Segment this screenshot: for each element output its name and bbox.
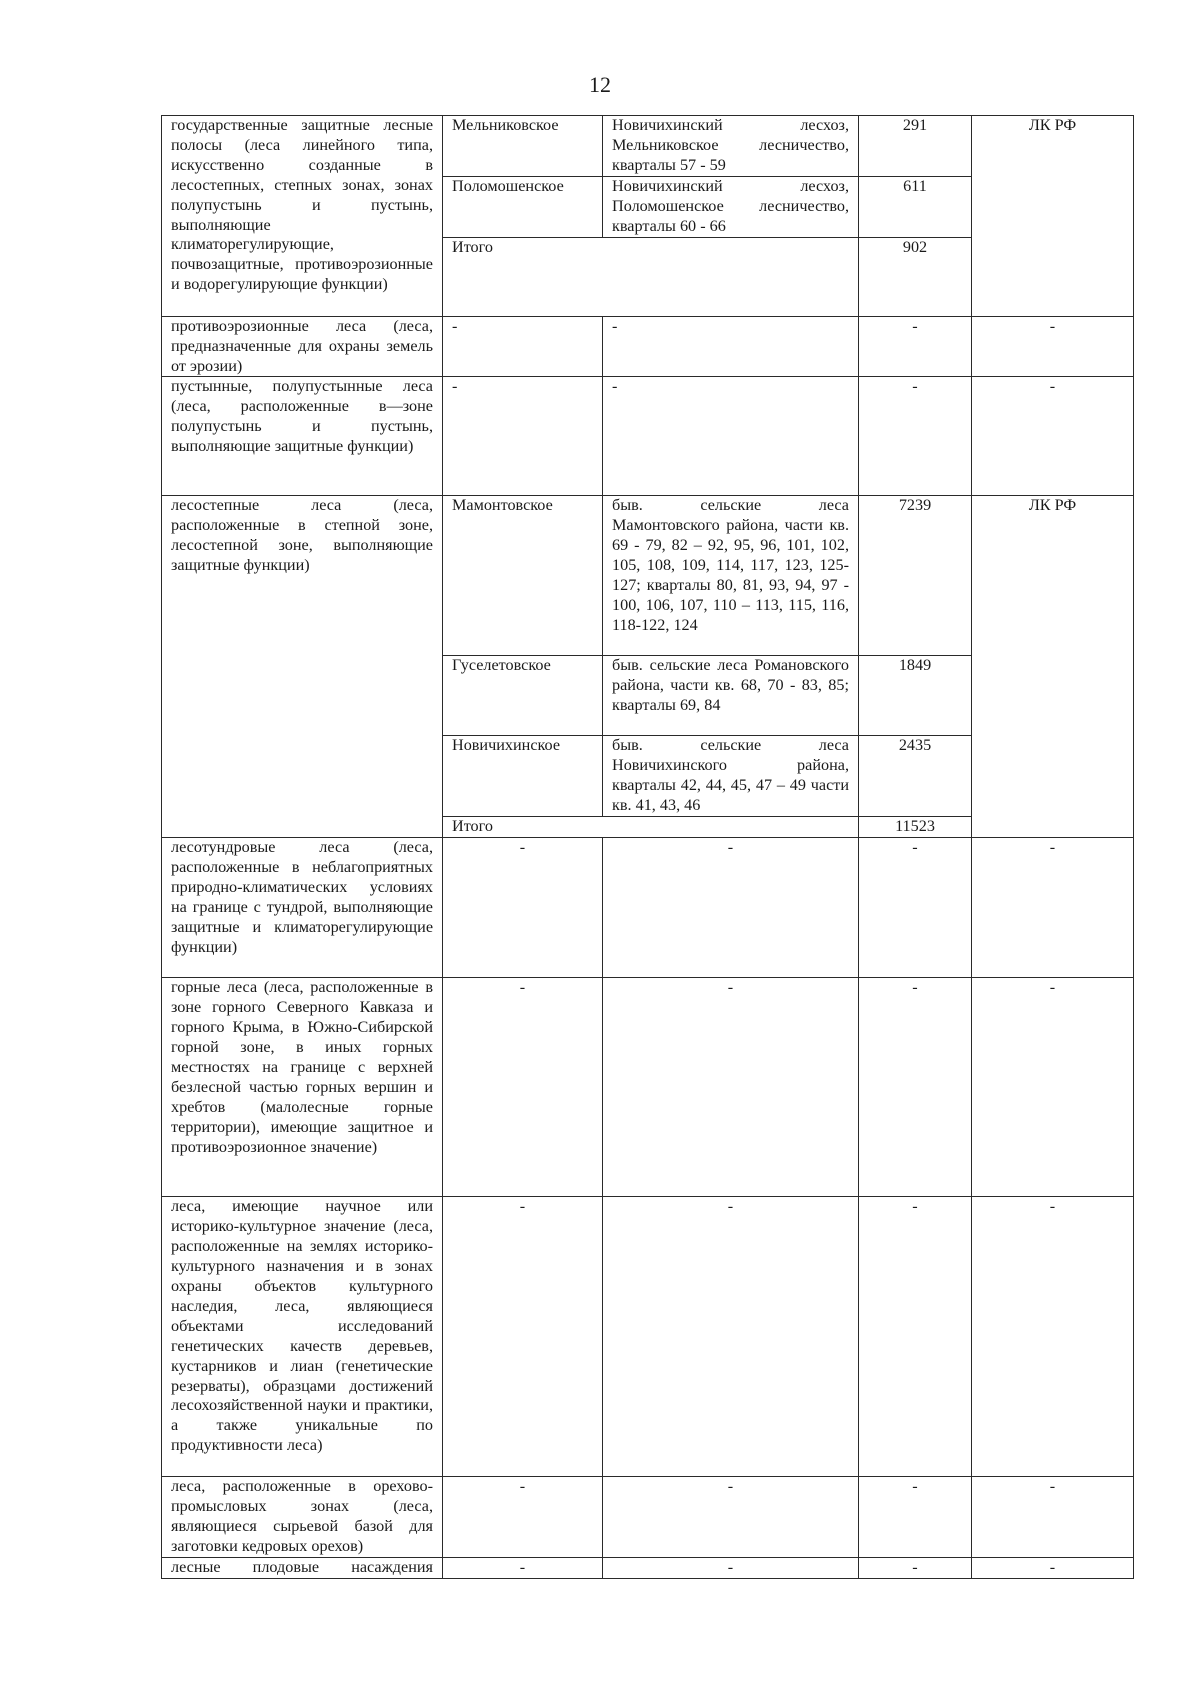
table-row: [162, 1557, 1134, 1578]
category-cell: леса, имеющие научное или историко-культурное значение (леса, расположенные на землях историко-культурного назначения и в зонах охраны объектов культурного наследия, леса, являющиеся объектами исследований генетических качеств деревьев, кустарников и лиан (генетические резерваты), образцами достижений лесохозяйственной науки и практики, а также уникальные по продуктивности леса): [162, 1197, 443, 1477]
category-cell: лесостепные леса (леса, расположенные в степной зоне, лесостепной зоне, выполняющие защитные функции): [162, 496, 443, 838]
table-row: [162, 116, 1134, 177]
location-cell: -: [603, 1197, 859, 1477]
forestry-name-cell: -: [443, 978, 603, 1197]
table-row: [162, 377, 1134, 496]
category-cell: леса, расположенные в орехово-промысловых зонах (леса, являющиеся сырьевой базой для заготовки кедровых орехов): [162, 1477, 443, 1558]
legal-basis-cell: -: [972, 1197, 1134, 1477]
area-cell: -: [859, 377, 972, 496]
area-cell: -: [859, 1557, 972, 1578]
forestry-name-cell: Мамонтовское: [443, 496, 603, 656]
category-cell: пустынные, полупустынные леса (леса, расположенные в—зоне полупустынь и пустынь, выполняющие защитные функции): [162, 377, 443, 496]
location-cell: Новичихинский лесхоз, Поломошенское лесничество, кварталы 60 - 66: [603, 177, 859, 238]
area-cell: 7239: [859, 496, 972, 656]
location-cell: -: [603, 377, 859, 496]
area-cell: 611: [859, 177, 972, 238]
category-cell: лесные плодовые насаждения: [162, 1557, 443, 1578]
area-cell: -: [859, 1197, 972, 1477]
location-cell: быв. сельские леса Мамонтовского района, части кв. 69 - 79, 82 – 92, 95, 96, 101, 102, 105, 108, 109, 114, 117, 123, 125-127; кварталы 80, 81, 93, 94, 97 - 100, 106, 107, 110 – 113, 115, 116, 118-122, 124: [603, 496, 859, 656]
area-cell: 1849: [859, 656, 972, 736]
legal-basis-cell: -: [972, 316, 1134, 377]
legal-basis-cell: -: [972, 1557, 1134, 1578]
legal-basis-cell: -: [972, 377, 1134, 496]
area-cell: 291: [859, 116, 972, 177]
forestry-name-cell: -: [443, 1477, 603, 1558]
forestry-name-cell: -: [443, 1557, 603, 1578]
forest-protection-table: [161, 115, 1134, 1579]
legal-basis-cell: -: [972, 978, 1134, 1197]
page-number: 12: [589, 72, 611, 97]
location-cell: -: [603, 978, 859, 1197]
area-cell: -: [859, 1477, 972, 1558]
table-row: [162, 838, 1134, 978]
forestry-name-cell: Гуселетовское: [443, 656, 603, 736]
area-cell: 2435: [859, 736, 972, 817]
forestry-name-cell: -: [443, 838, 603, 978]
location-cell: Новичихинский лесхоз, Мельниковское лесничество, кварталы 57 - 59: [603, 116, 859, 177]
total-area-cell: 902: [859, 237, 972, 316]
area-cell: -: [859, 838, 972, 978]
location-cell: быв. сельские леса Новичихинского района, кварталы 42, 44, 45, 47 – 49 части кв. 41, 43, 46: [603, 736, 859, 817]
forestry-name-cell: -: [443, 1197, 603, 1477]
location-cell: -: [603, 838, 859, 978]
table-row: [162, 496, 1134, 656]
total-area-cell: 11523: [859, 817, 972, 838]
category-cell: государственные защитные лесные полосы (леса линейного типа, искусственно созданные в лесостепных, степных зонах, зонах полупустынь и пустынь, выполняющие климаторегулирующие, почвозащитные, противоэрозионные и водорегулирующие функции): [162, 116, 443, 317]
area-cell: -: [859, 316, 972, 377]
legal-basis-cell: ЛК РФ: [972, 116, 1134, 317]
table-row: [162, 316, 1134, 377]
area-cell: -: [859, 978, 972, 1197]
total-label-cell: Итого: [443, 817, 859, 838]
legal-basis-cell: -: [972, 838, 1134, 978]
total-label-cell: Итого: [443, 237, 859, 316]
table-row: [162, 1197, 1134, 1477]
location-cell: -: [603, 316, 859, 377]
location-cell: -: [603, 1477, 859, 1558]
forestry-name-cell: Поломошенское: [443, 177, 603, 238]
location-cell: быв. сельские леса Романовского района, части кв. 68, 70 - 83, 85; кварталы 69, 84: [603, 656, 859, 736]
forestry-name-cell: Новичихинское: [443, 736, 603, 817]
forestry-name-cell: -: [443, 377, 603, 496]
table-row: [162, 978, 1134, 1197]
legal-basis-cell: ЛК РФ: [972, 496, 1134, 838]
forestry-name-cell: Мельниковское: [443, 116, 603, 177]
category-cell: противоэрозионные леса (леса, предназначенные для охраны земель от эрозии): [162, 316, 443, 377]
category-cell: лесотундровые леса (леса, расположенные в неблагоприятных природно-климатических условиях на границе с тундрой, выполняющие защитные и климаторегулирующие функции): [162, 838, 443, 978]
location-cell: -: [603, 1557, 859, 1578]
forestry-name-cell: -: [443, 316, 603, 377]
table-row: [162, 1477, 1134, 1558]
category-cell: горные леса (леса, расположенные в зоне горного Северного Кавказа и горного Крыма, в Южно-Сибирской горной зоне, в иных горных местностях на границе с верхней безлесной частью горных вершин и хребтов (малолесные горные территории), имеющие защитное и противоэрозионное значение): [162, 978, 443, 1197]
legal-basis-cell: -: [972, 1477, 1134, 1558]
